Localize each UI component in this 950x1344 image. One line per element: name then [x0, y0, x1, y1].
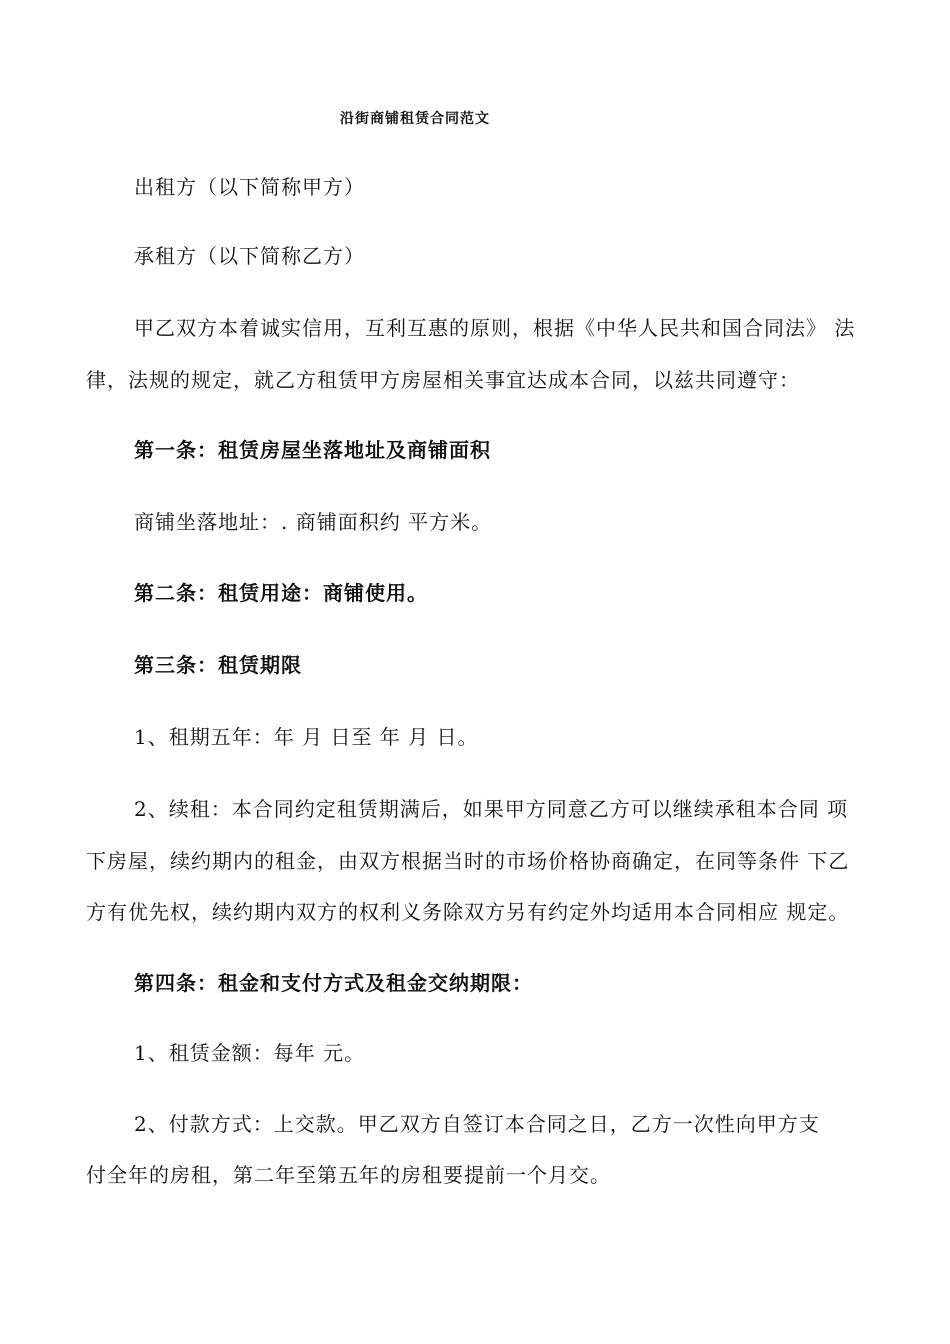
- article3-item1: 1、租期五年：年 月 日至 年 月 日。: [134, 725, 479, 749]
- article3-item2-line3: 方有优先权，续约期内双方的权利义务除双方另有约定外均适用本合同相应 规定。: [86, 900, 850, 924]
- article2-heading: 第二条：租赁用途：商铺使用。: [134, 581, 428, 605]
- article4-item2-line2: 付全年的房租，第二年至第五年的房租要提前一个月交。: [86, 1163, 611, 1187]
- article3-item2-line1: 2、续租：本合同约定租赁期满后，如果甲方同意乙方可以继续承租本合同 项: [134, 797, 849, 821]
- article4-item1: 1、租赁金额：每年 元。: [134, 1041, 366, 1065]
- article4-item2-line1: 2、付款方式：上交款。甲乙双方自签订本合同之日，乙方一次性向甲方支: [134, 1112, 820, 1136]
- intro-line-2: 律，法规的规定，就乙方租赁甲方房屋相关事宜达成本合同，以兹共同遵守：: [86, 368, 800, 392]
- lessee-line: 承租方（以下简称乙方）: [134, 244, 365, 268]
- article3-heading: 第三条：租赁期限: [134, 653, 302, 677]
- article1-body: 商铺坐落地址：. 商铺面积约 平方米。: [134, 510, 493, 534]
- article4-heading: 第四条：租金和支付方式及租金交纳期限：: [134, 971, 533, 995]
- article1-heading: 第一条：租赁房屋坐落地址及商铺面积: [134, 438, 491, 462]
- document-title: 沿街商铺租赁合同范文: [340, 111, 490, 127]
- article3-item2-line2: 下房屋，续约期内的租金，由双方根据当时的市场价格协商确定，在同等条件 下乙: [86, 849, 850, 873]
- lessor-line: 出租方（以下简称甲方）: [134, 175, 365, 199]
- intro-line-1: 甲乙双方本着诚实信用，互利互惠的原则，根据《中华人民共和国合同法》 法: [134, 316, 856, 340]
